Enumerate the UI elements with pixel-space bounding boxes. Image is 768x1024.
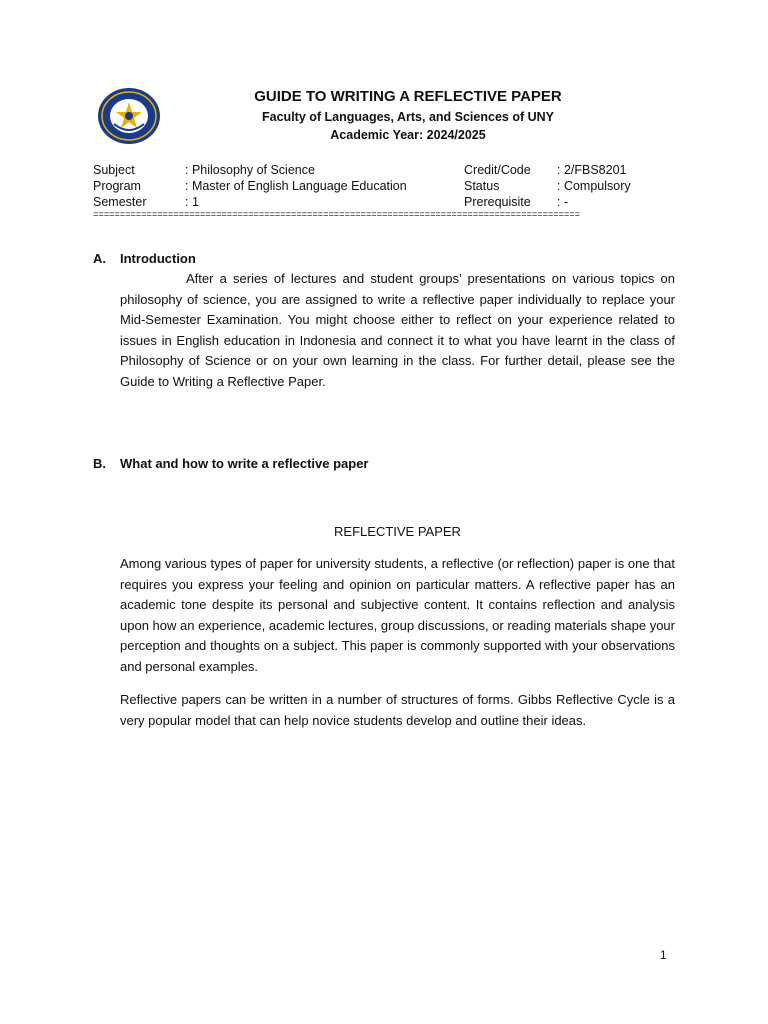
page-number: 1 [660, 948, 667, 962]
body-paragraph: Among various types of paper for university students, a reflective (or reflection) paper is one that requires you express your feeling and opinion on particular matters. A reflective paper has an academic tone despite its personal and subjective content. It contains reflection and analysis upon how an experience, academic lectures, group discussions, or reading materials shape your perception and thoughts on a subject. This paper is commonly supported with your observations and personal examples. [120, 556, 675, 674]
separator-rule: =========================================================================================== [93, 210, 580, 220]
meta-label: Status [464, 179, 500, 193]
meta-value: : Compulsory [557, 179, 631, 193]
section-a-title: Introduction [120, 251, 196, 266]
section-b-title: What and how to write a reflective paper [120, 456, 369, 471]
university-seal-icon [96, 86, 162, 146]
meta-label: Prerequisite [464, 195, 531, 209]
introduction-paragraph: After a series of lectures and student groups’ presentations on various topics on philosophy of science, you are assigned to write a reflective paper individually to replace your Mid-Semester Examination. You might choose either to reflect on your experience related to issues in English education in Indonesia and connect it to what you have learnt in the class of Philosophy of Science or on your own learning in the class. For further detail, please see the Guide to Writing a Reflective Paper. [120, 271, 675, 389]
meta-label: Credit/Code [464, 163, 531, 177]
section-a-letter: A. [93, 251, 106, 266]
document-title: GUIDE TO WRITING A REFLECTIVE PAPER [254, 88, 562, 105]
meta-label: Program [93, 179, 141, 193]
meta-value: : Master of English Language Education [185, 179, 407, 193]
section-b-letter: B. [93, 456, 106, 471]
meta-label: Subject [93, 163, 135, 177]
meta-value: : 2/FBS8201 [557, 163, 627, 177]
meta-value: : - [557, 195, 569, 209]
meta-label: Semester [93, 195, 147, 209]
academic-year: Academic Year: 2024/2025 [330, 128, 486, 142]
meta-value: : Philosophy of Science [185, 163, 315, 177]
meta-value: : 1 [185, 195, 199, 209]
body-paragraph: Reflective papers can be written in a number of structures of forms. Gibbs Reflective Cycle is a very popular model that can help novice students develop and outline their ideas. [120, 692, 675, 728]
reflective-paper-heading: REFLECTIVE PAPER [334, 524, 461, 539]
faculty-name: Faculty of Languages, Arts, and Sciences of UNY [262, 110, 554, 124]
